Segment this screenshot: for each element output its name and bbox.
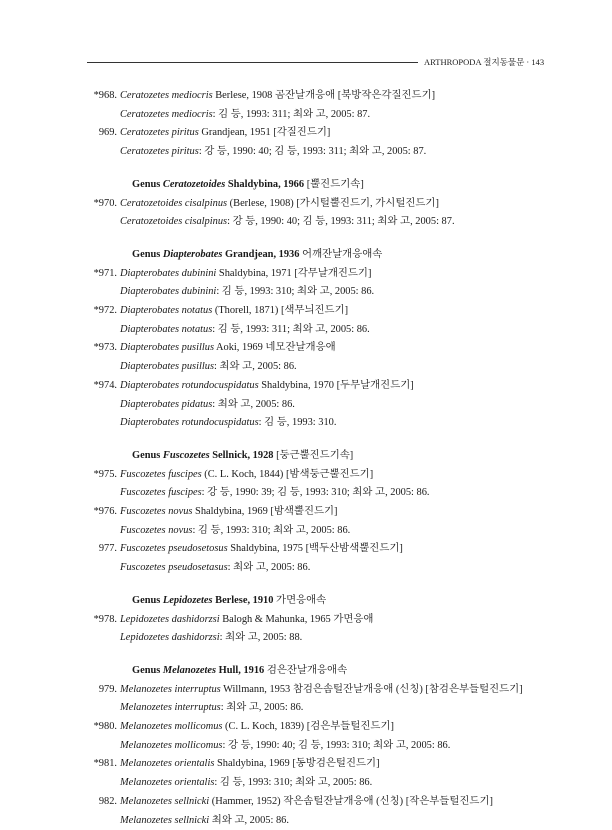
- species-number: 979.: [98, 683, 117, 695]
- species-number: *973.: [93, 342, 117, 354]
- synonym-line: [120, 777, 372, 789]
- species-number: *970.: [93, 197, 117, 209]
- genus-heading: Genus Ceratozetoides Shaldybina, 1966 [뿔진드기속]: [132, 178, 364, 190]
- species-number-cell: [0, 614, 117, 626]
- synonym-name: Fuscozetes fuscipes: [120, 487, 202, 499]
- synonym-references: : 강 등, 1990: 40; 김 등, 1993: 310; 최와 고, 2005: 86.: [222, 739, 451, 751]
- species-number-cell: [0, 543, 117, 555]
- species-number: *976.: [93, 506, 117, 517]
- synonym-name: Melanozetes orientalis: [120, 777, 215, 789]
- synonym-line: [120, 562, 310, 574]
- genus-korean-name: 검은잔날개응애속: [266, 664, 348, 676]
- genus-korean-name: 어깨잔날개응애속: [302, 248, 383, 260]
- species-korean-name: [가시털뿔진드기, 가시털진드기]: [296, 197, 439, 209]
- species-number: *978.: [93, 613, 117, 625]
- species-entry: Fuscozetes novus Shaldybina, 1969 [밤색뿔진드기]: [120, 506, 338, 517]
- species-name: Melanozetes sellnicki: [120, 795, 210, 807]
- synonym-references: : 강 등, 1990: 40; 김 등, 1993: 311; 최와 고, 2005: 87.: [227, 216, 455, 228]
- species-number: 969.: [98, 127, 117, 139]
- species-number: *981.: [93, 758, 117, 770]
- species-name: Fuscozetes novus: [120, 506, 193, 517]
- genus-name: Fuscozetes: [162, 449, 210, 461]
- synonym-name: Melanozetes interruptus: [120, 702, 221, 714]
- species-korean-name: [두무날개진드기]: [336, 379, 414, 391]
- species-entry: Melanozetes sellnicki (Hammer, 1952) 작은솜털잔날개응애 (신칭) [작은부들털진드기]: [120, 795, 493, 807]
- genus-heading: Genus Lepidozetes Berlese, 1910 가면응애속: [132, 594, 327, 606]
- synonym-name: Ceratozetes piritus: [120, 146, 199, 158]
- genus-korean-name: [뿔진드기속]: [306, 178, 364, 190]
- genus-name: Lepidozetes: [162, 594, 213, 606]
- species-number-cell: [0, 198, 117, 210]
- species-number-cell: [0, 796, 117, 808]
- species-korean-name: 곰잔날개응애 [북방작은각질진드기]: [274, 90, 436, 101]
- genus-heading: Genus Diapterobates Grandjean, 1936 어깨잔날개응애속: [132, 248, 383, 260]
- synonym-references: : 최와 고, 2005: 86.: [214, 361, 297, 373]
- synonym-name: Ceratozetes mediocris: [120, 108, 213, 120]
- synonym-references: : 김 등, 1993: 311; 최와 고, 2005: 86.: [212, 323, 370, 335]
- synonym-name: Diapterobates rotundocuspidatus: [120, 417, 259, 429]
- synonym-line: [120, 286, 374, 298]
- genus-heading: Genus Melanozetes Hull, 1916 검은잔날개응애속: [132, 664, 348, 676]
- synonym-line: [120, 487, 430, 499]
- species-number: *971.: [93, 267, 117, 279]
- species-korean-name: [각질진드기]: [273, 127, 331, 139]
- species-number-cell: [0, 721, 117, 733]
- genus-name: Diapterobates: [162, 248, 223, 260]
- synonym-references: : 최와 고, 2005: 88.: [219, 632, 303, 644]
- synonym-line: [120, 361, 297, 373]
- synonym-references: : 강 등, 1990: 39; 김 등, 1993: 310; 최와 고, 2005: 86.: [201, 487, 430, 499]
- species-number: *968.: [93, 90, 117, 101]
- synonym-line: [120, 417, 336, 429]
- species-number-cell: [0, 506, 117, 518]
- genus-korean-name: 가면응애속: [276, 594, 327, 606]
- species-entry: Melanozetes mollicomus (C. L. Koch, 1839) [검은부들털진드기]: [120, 721, 394, 732]
- synonym-line: [120, 525, 350, 537]
- synonym-references: : 최와 고, 2005: 86.: [212, 398, 295, 410]
- synonym-name: Fuscozetes novus: [120, 524, 193, 536]
- synonym-name: Melanozetes mollicomus: [120, 739, 223, 751]
- species-korean-name: [밤색뿔진드기]: [270, 506, 338, 517]
- species-number-cell: [0, 380, 117, 392]
- synonym-line: [120, 324, 370, 336]
- species-name: Fuscozetes pseudosetosus: [120, 543, 228, 555]
- species-korean-name: 작은솜털잔날개응애 (신칭) [작은부들털진드기]: [283, 795, 493, 807]
- species-entry: Diapterobates dubinini Shaldybina, 1971 [각무날개진드기]: [120, 267, 372, 279]
- species-number-cell: [0, 342, 117, 354]
- species-name: Fuscozetes fuscipes: [120, 468, 202, 480]
- species-name: Ceratozetes piritus: [120, 127, 199, 139]
- synonym-references: : 김 등, 1993: 310; 최와 고, 2005: 86.: [192, 524, 351, 536]
- synonym-references: : 강 등, 1990: 40; 김 등, 1993: 311; 최와 고, 2005: 87.: [198, 146, 427, 158]
- synonym-name: Diapterobates pidatus: [120, 398, 213, 410]
- species-entry: Melanozetes interruptus Willmann, 1953 참검은솜털잔날개응애 (신칭) [참검은부들털진드기]: [120, 683, 523, 695]
- synonym-name: Lepidozetes dashidorzsi: [120, 632, 220, 644]
- species-korean-name: 참검은솜털잔날개응애 (신칭) [참검은부들털진드기]: [292, 683, 523, 695]
- synonym-line: [120, 146, 426, 158]
- genus-name: Ceratozetoides: [162, 178, 226, 190]
- header-rule: [87, 62, 418, 63]
- species-number: *980.: [93, 721, 117, 732]
- species-number: 982.: [98, 795, 117, 807]
- species-entry: Diapterobates rotundocuspidatus Shaldybina, 1970 [두무날개진드기]: [120, 379, 414, 391]
- species-name: Diapterobates rotundocuspidatus: [120, 379, 259, 391]
- species-entry: Ceratozetes mediocris Berlese, 1908 곰잔날개응애 [북방작은각질진드기]: [120, 90, 436, 101]
- synonym-references: : 김 등, 1993: 311; 최와 고, 2005: 87.: [212, 108, 371, 120]
- synonym-line: [120, 815, 289, 827]
- genus-name: Melanozetes: [162, 664, 217, 676]
- genus-korean-name: [둥근뿔진드기속]: [276, 449, 354, 461]
- synonym-name: Melanozetes sellnicki: [120, 814, 210, 826]
- species-entry: Diapterobates pusillus Aoki, 1969 네모잔날개응애: [120, 342, 336, 354]
- species-number-cell: [0, 469, 117, 481]
- species-name: Melanozetes orientalis: [120, 758, 215, 770]
- species-number: *972.: [93, 305, 117, 316]
- species-entry: Ceratozetoides cisalpinus (Berlese, 1908) [가시털뿔진드기, 가시털진드기]: [120, 197, 439, 209]
- species-number: *974.: [93, 379, 117, 391]
- species-name: Lepidozetes dashidorzsi: [120, 613, 220, 625]
- species-number-cell: [0, 305, 117, 317]
- species-entry: Fuscozetes fuscipes (C. L. Koch, 1844) [밤색둥근뿔진드기]: [120, 468, 374, 480]
- species-entry: Melanozetes orientalis Shaldybina, 1969 [동방검은털진드기]: [120, 758, 380, 770]
- species-korean-name: [백두산밤색뿔진드기]: [305, 543, 403, 555]
- synonym-references: : 최와 고, 2005: 86.: [227, 562, 311, 574]
- species-entry: Fuscozetes pseudosetosus Shaldybina, 1975 [백두산밤색뿔진드기]: [120, 543, 403, 555]
- species-name: Ceratozetoides cisalpinus: [120, 197, 228, 209]
- species-korean-name: [밤색둥근뿔진드기]: [285, 468, 374, 480]
- species-korean-name: 네모잔날개응애: [265, 342, 336, 354]
- synonym-references: : 김 등, 1993: 310; 최와 고, 2005: 86.: [216, 286, 375, 298]
- running-header: ARTHROPODA 절지동물문 · 143: [424, 57, 545, 67]
- synonym-references: : 김 등, 1993: 310; 최와 고, 2005: 86.: [214, 777, 373, 789]
- species-number-cell: [0, 90, 117, 102]
- species-number-cell: [0, 268, 117, 280]
- species-name: Melanozetes mollicomus: [120, 721, 223, 732]
- species-name: Melanozetes interruptus: [120, 683, 221, 695]
- species-number-cell: [0, 758, 117, 770]
- synonym-name: Diapterobates dubinini: [120, 286, 217, 298]
- synonym-line: [120, 740, 450, 752]
- synonym-name: Diapterobates pusillus: [120, 361, 214, 373]
- species-number-cell: [0, 684, 117, 696]
- genus-heading: Genus Fuscozetes Sellnick, 1928 [둥근뿔진드기속]: [132, 449, 354, 461]
- synonym-name: Fuscozetes pseudosetasus: [120, 562, 228, 574]
- species-entry: Diapterobates notatus (Thorell, 1871) [색무늬진드기]: [120, 305, 349, 316]
- synonym-name: Ceratozetoides cisalpinus: [120, 216, 228, 228]
- synonym-line: [120, 216, 455, 228]
- species-korean-name: 가면응애: [333, 613, 374, 625]
- species-entry: Ceratozetes piritus Grandjean, 1951 [각질진드기]: [120, 127, 331, 139]
- species-name: Diapterobates notatus: [120, 305, 213, 316]
- species-korean-name: [동방검은털진드기]: [292, 758, 380, 770]
- synonym-name: Diapterobates notatus: [120, 323, 213, 335]
- species-korean-name: [색무늬진드기]: [280, 305, 349, 316]
- species-korean-name: [각무날개진드기]: [294, 267, 372, 279]
- species-entry: Lepidozetes dashidorzsi Balogh & Mahunka, 1965 가면응애: [120, 613, 374, 625]
- species-korean-name: [검은부들털진드기]: [306, 721, 394, 732]
- species-name: Diapterobates pusillus: [120, 342, 214, 354]
- synonym-line: [120, 399, 295, 411]
- synonym-references: 최와 고, 2005: 86.: [209, 814, 289, 826]
- synonym-line: [120, 632, 302, 644]
- synonym-line: [120, 109, 370, 121]
- species-number-cell: [0, 127, 117, 139]
- synonym-references: : 최와 고, 2005: 86.: [220, 702, 304, 714]
- synonym-references: : 김 등, 1993: 310.: [258, 417, 337, 429]
- species-number: 977.: [98, 543, 117, 555]
- species-name: Diapterobates dubinini: [120, 267, 217, 279]
- species-number: *975.: [93, 468, 117, 480]
- species-name: Ceratozetes mediocris: [120, 90, 213, 101]
- synonym-line: [120, 702, 303, 714]
